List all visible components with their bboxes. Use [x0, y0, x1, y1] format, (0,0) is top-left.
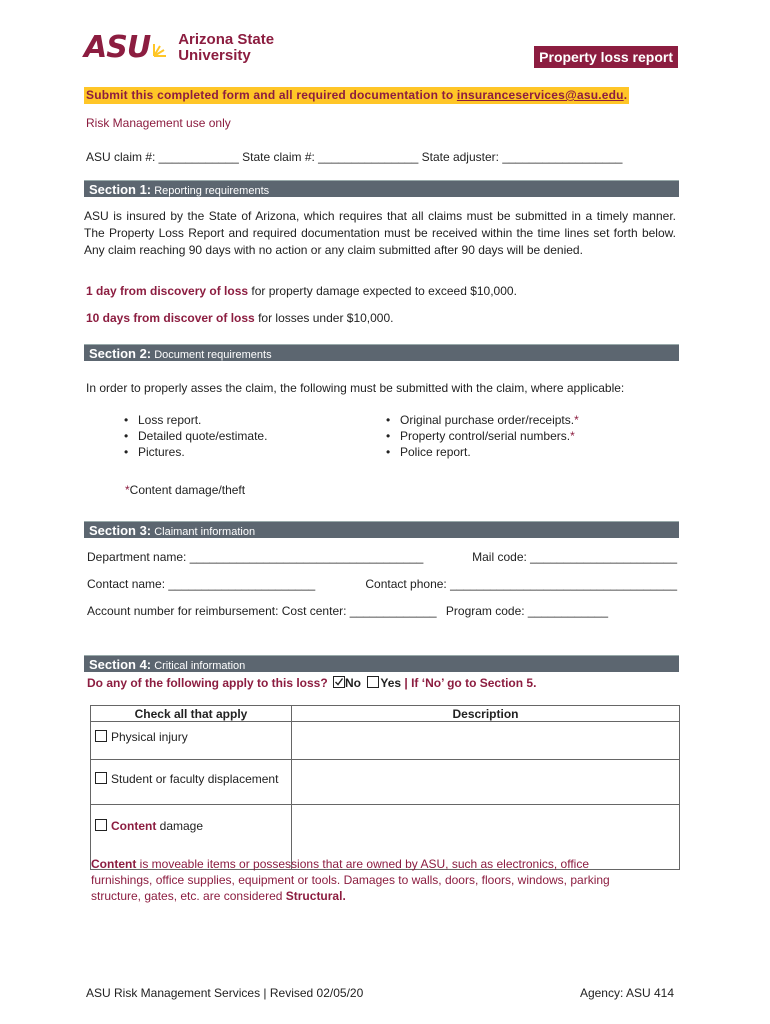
list-item: • Police report.	[400, 444, 579, 460]
critical-info-table	[90, 705, 680, 870]
asu-logo-mark: ASU	[84, 30, 151, 65]
list-item: • Pictures.	[138, 444, 267, 460]
section-2-num: Section 2:	[89, 346, 152, 361]
content-damage-label: damage	[156, 819, 204, 833]
description-cell[interactable]	[292, 760, 680, 805]
contact-row	[87, 577, 677, 591]
content-note-text: Content damage/theft	[129, 483, 246, 497]
mail-code-field[interactable]: Mail code: ______________________	[472, 550, 677, 564]
rule-2-text: for losses under $10,000.	[254, 311, 394, 325]
state-adjuster-field[interactable]: State adjuster: __________________	[421, 150, 623, 164]
content-note	[125, 483, 245, 497]
section-1-title: Reporting requirements	[154, 185, 270, 197]
col-check-all: Check all that apply	[91, 706, 292, 722]
section-1-num: Section 1:	[89, 182, 152, 197]
risk-mgmt-heading: Risk Management use only	[86, 116, 231, 130]
submission-notice	[84, 87, 629, 104]
notice-text: Submit this completed form and all required documentation to	[86, 88, 457, 102]
table-row	[91, 722, 680, 760]
section-4-title: Critical information	[154, 660, 246, 672]
goto-instruction: | If ‘No’ go to Section 5.	[401, 676, 537, 690]
list-item: • Property control/serial numbers.*	[400, 428, 579, 444]
displacement-checkbox[interactable]	[95, 772, 107, 784]
list-item: • Loss report.	[138, 412, 267, 428]
rule-1-day	[86, 284, 517, 298]
state-claim-field[interactable]: State claim #: _______________	[242, 150, 419, 164]
doc-list-right	[386, 412, 579, 460]
notice-end: .	[623, 88, 628, 102]
page-title: Property loss report	[534, 46, 678, 68]
asu-logo	[84, 30, 274, 66]
footer-revision: ASU Risk Management Services | Revised 02/05/20	[86, 986, 364, 1000]
checkmark-icon	[334, 677, 344, 687]
section-1-header	[84, 180, 679, 197]
doc-list-left	[124, 412, 267, 460]
sunburst-icon	[152, 38, 172, 58]
dept-row	[87, 550, 677, 564]
physical-injury-label: Physical injury	[111, 730, 188, 744]
logo-line-1: Arizona State	[178, 31, 275, 48]
section-3-title: Claimant information	[154, 526, 256, 538]
content-def-bold: Content	[91, 857, 137, 871]
content-damage-checkbox[interactable]	[95, 819, 107, 831]
program-code-field[interactable]: Program code: ____________	[445, 604, 609, 618]
yes-label: Yes	[380, 676, 402, 690]
account-row	[87, 604, 608, 618]
description-cell[interactable]	[292, 722, 680, 760]
rule-10-days	[86, 311, 394, 325]
section-2-header	[84, 344, 679, 361]
section-2-intro: In order to properly asses the claim, the following must be submitted with the claim, where applicable:	[86, 381, 625, 395]
table-header-row	[91, 706, 680, 722]
physical-injury-checkbox[interactable]	[95, 730, 107, 742]
no-label: No	[345, 676, 362, 690]
footer-agency: Agency: ASU 414	[579, 986, 674, 1000]
risk-mgmt-fields	[86, 150, 622, 164]
department-name-field[interactable]: Department name: ___________________________________	[87, 550, 424, 564]
contact-phone-field[interactable]: Contact phone: __________________________________	[365, 577, 677, 591]
rule-1-bold: 1 day from discovery of loss	[86, 284, 249, 298]
yes-checkbox[interactable]	[367, 676, 379, 688]
list-item: • Detailed quote/estimate.	[138, 428, 267, 444]
section-4-header	[84, 655, 679, 672]
section-1-body: ASU is insured by the State of Arizona, which requires that all claims must be submitted in a timely manner. The Property Loss Report and required documentation must be received within the time lines set forth below. Any claim reaching 90 days with no action or any claim submitted after 90 days will be denied.	[84, 209, 676, 257]
email-link[interactable]: insuranceservices@asu.edu	[456, 88, 624, 102]
section-3-num: Section 3:	[89, 523, 152, 538]
asu-claim-field[interactable]: ASU claim #: ____________	[86, 150, 239, 164]
critical-question	[87, 676, 536, 690]
col-description: Description	[292, 706, 680, 722]
list-item: • Original purchase order/receipts.*	[400, 412, 579, 428]
section-3-header	[84, 521, 679, 538]
asterisk: *	[125, 483, 130, 497]
rule-1-text: for property damage expected to exceed $10,000.	[248, 284, 517, 298]
question-text: Do any of the following apply to this loss?	[87, 676, 328, 690]
structural-term: Structural.	[285, 889, 346, 903]
content-definition	[91, 856, 651, 904]
section-4-num: Section 4:	[89, 657, 152, 672]
table-row	[91, 760, 680, 805]
contact-name-field[interactable]: Contact name: ______________________	[87, 577, 316, 591]
content-def-text: is moveable items or possessions that are owned by ASU, such as electronics, office furnishings, office supplies, equipment or tools. Damages to walls, doors, floors, windows, parking structure, gates, etc. are considered	[91, 857, 610, 903]
section-2-title: Document requirements	[154, 349, 272, 361]
physical-injury-cell	[91, 722, 292, 760]
content-bold-label: Content	[111, 819, 157, 833]
cost-center-field[interactable]: Account number for reimbursement: Cost center: _____________	[87, 604, 437, 618]
logo-line-2: University	[178, 47, 251, 64]
displacement-cell	[91, 760, 292, 805]
no-checkbox[interactable]	[333, 676, 345, 688]
rule-2-bold: 10 days from discover of loss	[86, 311, 255, 325]
asu-logo-text	[176, 32, 274, 64]
displacement-label: Student or faculty displacement	[111, 772, 279, 786]
